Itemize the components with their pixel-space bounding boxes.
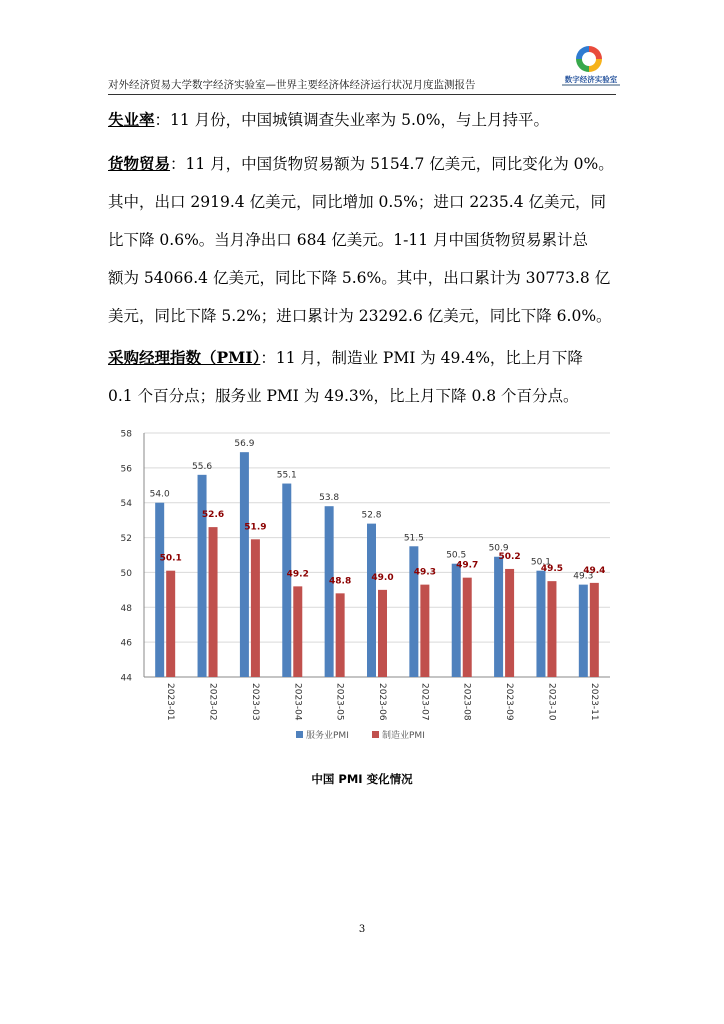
- pmi-term: 采购经理指数（PMI）: [108, 348, 261, 367]
- bar-manufacturing: [378, 590, 387, 677]
- pmi-text-1: ：11 月，制造业 PMI 为 49.4%，比上月下降: [260, 349, 583, 367]
- legend-label: 制造业PMI: [382, 731, 425, 741]
- x-tick-label: 2023-05: [334, 683, 345, 721]
- logo-underline: [562, 84, 620, 86]
- x-tick-label: 2023-08: [461, 683, 472, 721]
- y-tick-label: 44: [120, 673, 132, 684]
- unemployment-term: 失业率: [108, 110, 155, 129]
- unemployment-text: ：11 月份，中国城镇调查失业率为 5.0%，与上月持平。: [154, 111, 549, 129]
- unemployment-paragraph: [108, 108, 549, 130]
- data-label-service: 56.9: [234, 439, 255, 450]
- pmi-line-1: [108, 346, 583, 368]
- y-tick-label: 52: [120, 534, 132, 545]
- data-label-service: 49.3: [573, 571, 594, 582]
- x-tick-label: 2023-11: [588, 683, 599, 721]
- data-label-service: 55.1: [276, 470, 297, 481]
- bar-service: [367, 524, 376, 677]
- bar-service: [579, 585, 588, 677]
- x-tick-label: 2023-02: [207, 683, 218, 721]
- data-label-service: 52.8: [361, 510, 382, 521]
- data-label-service: 50.9: [488, 543, 509, 554]
- pmi-line-2: 0.1 个百分点；服务业 PMI 为 49.3%，比上月下降 0.8 个百分点。: [108, 387, 579, 405]
- page-header: [108, 74, 616, 95]
- bar-service: [452, 564, 461, 677]
- trade-line-1: [108, 152, 614, 174]
- data-label-manufacturing: 49.0: [371, 572, 394, 583]
- data-label-manufacturing: 48.8: [329, 576, 352, 587]
- data-label-manufacturing: 52.6: [201, 510, 225, 521]
- data-label-manufacturing: 49.7: [456, 560, 479, 571]
- x-tick-label: 2023-01: [165, 683, 176, 721]
- bar-manufacturing: [547, 581, 556, 677]
- bar-manufacturing: [336, 593, 345, 677]
- bar-service: [282, 484, 291, 677]
- logo-text: 数字经济实验室: [564, 75, 618, 84]
- y-tick-label: 50: [120, 568, 132, 579]
- y-tick-label: 58: [120, 429, 132, 440]
- x-tick-label: 2023-03: [249, 683, 260, 721]
- bar-service: [240, 452, 249, 677]
- y-tick-label: 54: [120, 499, 132, 510]
- data-label-manufacturing: 50.2: [498, 551, 521, 562]
- lab-logo: [558, 46, 624, 92]
- data-label-manufacturing: 49.3: [413, 567, 436, 578]
- x-tick-label: 2023-04: [292, 683, 303, 721]
- data-label-service: 55.6: [192, 461, 213, 472]
- bar-manufacturing: [505, 569, 514, 677]
- trade-line-4: 额为 54066.4 亿美元，同比下降 5.6%。其中，出口累计为 30773.8 亿: [108, 269, 611, 287]
- legend-label: 服务业PMI: [306, 731, 349, 741]
- header-text: 对外经济贸易大学数字经济实验室—世界主要经济体经济运行状况月度监测报告: [108, 79, 476, 91]
- trade-line-3: 比下降 0.6%。当月净出口 684 亿美元。1-11 月中国货物贸易累计总: [108, 231, 588, 249]
- bar-manufacturing: [293, 586, 302, 677]
- pmi-bar-chart: [100, 420, 620, 760]
- data-label-service: 53.8: [319, 493, 340, 504]
- bar-manufacturing: [251, 539, 260, 677]
- bar-service: [409, 546, 418, 677]
- bar-service: [198, 475, 207, 677]
- bar-service: [494, 557, 503, 677]
- chart-title: 中国 PMI 变化情况: [311, 772, 413, 786]
- x-tick-label: 2023-07: [419, 683, 430, 721]
- trade-line-2: 其中，出口 2919.4 亿美元，同比增加 0.5%；进口 2235.4 亿美元，同: [108, 193, 606, 211]
- bar-manufacturing: [166, 571, 175, 677]
- data-label-manufacturing: 49.4: [583, 565, 606, 576]
- data-label-service: 51.5: [403, 533, 424, 544]
- logo-globe-icon: [576, 46, 602, 72]
- bar-manufacturing: [590, 583, 599, 677]
- bar-manufacturing: [463, 578, 472, 677]
- bar-service: [536, 571, 545, 677]
- page-number: 3: [358, 924, 366, 935]
- bar-manufacturing: [420, 585, 429, 677]
- data-label-manufacturing: 49.5: [540, 564, 564, 575]
- x-tick-label: 2023-10: [546, 683, 557, 721]
- trade-line-5: 美元，同比下降 5.2%；进口累计为 23292.6 亿美元，同比下降 6.0%。: [108, 307, 612, 325]
- data-label-service: 54.0: [149, 489, 170, 500]
- trade-term: 货物贸易: [108, 154, 171, 173]
- data-label-manufacturing: 51.9: [244, 522, 267, 533]
- y-tick-label: 48: [120, 603, 132, 614]
- trade-text-1: ：11 月，中国货物贸易额为 5154.7 亿美元，同比变化为 0%。: [170, 155, 614, 173]
- data-label-manufacturing: 50.1: [159, 553, 182, 564]
- legend-swatch: [296, 731, 303, 738]
- bar-service: [325, 506, 334, 677]
- bar-manufacturing: [209, 527, 218, 677]
- x-tick-label: 2023-06: [377, 683, 387, 721]
- y-tick-label: 56: [120, 464, 132, 475]
- y-tick-label: 46: [120, 638, 132, 649]
- bar-service: [155, 503, 164, 677]
- legend-swatch: [372, 731, 379, 738]
- x-tick-label: 2023-09: [504, 683, 515, 721]
- data-label-service: 50.5: [446, 550, 467, 561]
- data-label-manufacturing: 49.2: [286, 569, 309, 580]
- data-label-service: 50.1: [530, 557, 551, 568]
